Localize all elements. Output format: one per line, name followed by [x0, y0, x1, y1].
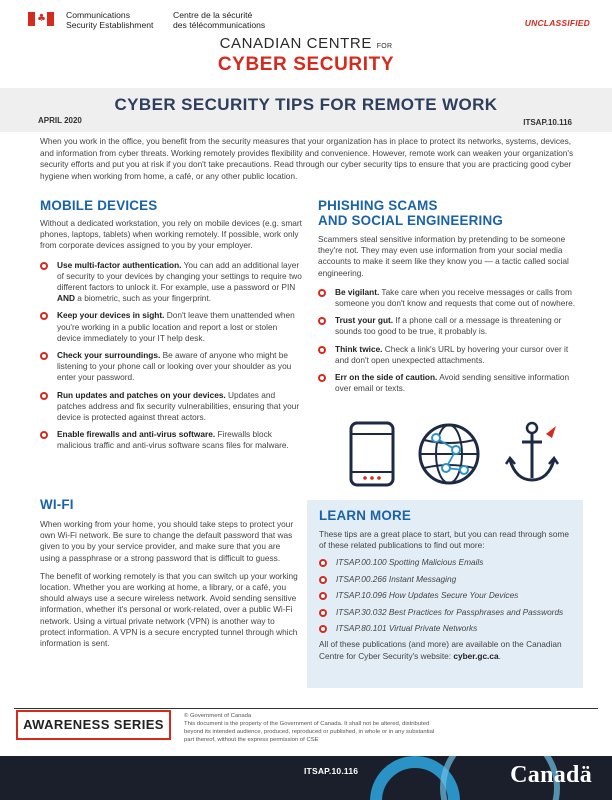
website-link[interactable]: cyber.gc.ca — [453, 650, 499, 661]
gov-name-french: Centre de la sécurité des télécommunications — [173, 10, 266, 30]
learn-more-intro: These tips are a great place to start, but you can read through some of these related publications to find out more: — [319, 529, 569, 551]
footer-divider — [14, 708, 598, 709]
classification-label: UNCLASSIFIED — [524, 18, 590, 28]
publication-list — [319, 557, 571, 633]
title-band — [0, 88, 612, 132]
publication-date: APRIL 2020 — [38, 116, 82, 125]
section-title: LEARN MORE — [319, 508, 412, 523]
bullet-icon — [40, 312, 48, 320]
bullet-icon — [40, 431, 48, 439]
gov-name-english: Communications Security Establishment — [66, 10, 154, 30]
bullet-icon — [40, 392, 48, 400]
phishing-section — [318, 198, 576, 400]
canada-wordmark: Canadä — [510, 762, 592, 788]
phishing-tips-list — [318, 287, 576, 395]
publication-link[interactable]: ITSAP.10.096 How Updates Secure Your Devices — [319, 590, 571, 600]
list-item: Enable firewalls and anti-virus software. Firewalls block malicious traffic and anti-virus software scans files for malware. — [40, 429, 302, 451]
wifi-paragraph-2: The benefit of working remotely is that you can switch up your working location. Whether you are working at home, a library, or a café, you should always use a secure wireless network. Avoid sending sensitive information, whether it's personal or work-related, over a public Wi-Fi network. Using a virtual private network (VPN) is another way to protect information. A VPN is a secure encrypted tunnel through which information is sent. — [40, 570, 298, 649]
wifi-section — [40, 497, 302, 649]
list-item: Be vigilant. Take care when you receive messages or calls from someone you don't know and requests that come out of nowhere. — [318, 287, 576, 309]
bullet-icon — [40, 352, 48, 360]
series-badge: AWARENESS SERIES — [16, 710, 171, 740]
learn-more-outro: All of these publications (and more) are available on the Canadian Centre for Cyber Security's website: cyber.gc.ca. — [319, 639, 562, 661]
list-item: Check your surroundings. Be aware of anyone who might be listening to your phone call or looking over your shoulder as you enter your password. — [40, 350, 302, 384]
section-intro: Without a dedicated workstation, you rely on mobile devices (e.g. smart phones, laptops, tablets) when working remotely. If possible, work only from corporate devices assigned to you by your employer. — [40, 218, 302, 251]
list-item: Err on the side of caution. Avoid sending sensitive information over email or texts. — [318, 372, 576, 394]
illustration-row — [318, 420, 576, 494]
globe-network-icon — [416, 420, 482, 488]
cyber-centre-logo: CANADIAN CENTRE FOR CYBER SECURITY — [217, 35, 395, 75]
bullet-icon — [319, 576, 327, 584]
list-item: Run updates and patches on your devices. Updates and patches address and fix security vulnerabilities, ensuring that your device is protected against threat actors. — [40, 390, 302, 424]
mobile-devices-section — [40, 198, 302, 458]
section-title: PHISHING SCAMS AND SOCIAL ENGINEERING — [318, 198, 503, 228]
footer-bar — [0, 756, 612, 800]
list-item: Think twice. Check a link's URL by hovering your cursor over it and don't open unexpected attachments. — [318, 344, 576, 366]
bullet-icon — [318, 289, 326, 297]
copyright-notice: © Government of Canada This document is the property of the Government of Canada. It shall not be altered, distributed beyond its intended audience, produced, reproduced or published, in whole or in any substantial part thereof, without the express permission of CSE — [184, 713, 435, 743]
section-title: MOBILE DEVICES — [40, 198, 158, 213]
publication-link[interactable]: ITSAP.80.101 Virtual Private Networks — [319, 623, 571, 633]
intro-paragraph: When you work in the office, you benefit from the security measures that your organization has in place to protect its networks, systems, devices, and information from cyber threats. Working remotely provides flexibility and convenience. However, remote work can weaken your organization's security efforts and put you at risk if you don't take precautions. Read through our cyber security tips to ensure that you are practicing good cyber hygiene when working from home, a café, or any other public location. — [40, 136, 574, 181]
section-title: WI-FI — [40, 497, 74, 512]
government-signature — [28, 10, 588, 34]
footer-document-id: ITSAP.10.116 — [304, 766, 359, 776]
list-item: Trust your gut. If a phone call or a message is threatening or sounds too good to be true, it probably is. — [318, 315, 576, 337]
bullet-icon — [319, 559, 327, 567]
mobile-tips-list — [40, 260, 302, 452]
page-title: CYBER SECURITY TIPS FOR REMOTE WORK — [114, 95, 498, 114]
list-item: Use multi-factor authentication. You can add an additional layer of security to your devices by changing your settings to require two different factors to unlock it. For example, use a password or PIN AND a biometric, such as your fingerprint. — [40, 260, 302, 305]
bullet-icon — [319, 609, 327, 617]
bullet-icon — [318, 374, 326, 382]
bullet-icon — [40, 262, 48, 270]
wifi-paragraph-1: When working from your home, you should take steps to protect your own Wi-Fi network. Be sure to change the default password that was given to you by your service provider, and make sure that you are using a passphrase or a strong password that is difficult to guess. — [40, 519, 294, 563]
bullet-icon — [319, 625, 327, 633]
anchor-icon — [502, 420, 560, 490]
publication-link[interactable]: ITSAP.00.266 Instant Messaging — [319, 574, 571, 584]
list-item: Keep your devices in sight. Don't leave them unattended when you're working in a public location and report a lost or stolen device immediately to your IT help desk. — [40, 310, 302, 344]
section-intro: Scammers steal sensitive information by pretending to be someone they're not. They may even use information from your social media accounts to make it seem like they know you — a tactic called social engineering. — [318, 234, 569, 278]
document-id: ITSAP.10.116 — [523, 118, 572, 127]
bullet-icon — [318, 346, 326, 354]
publication-link[interactable]: ITSAP.30.032 Best Practices for Passphrases and Passwords — [319, 607, 571, 617]
canada-flag-icon: ♣ — [28, 12, 54, 26]
bullet-icon — [319, 592, 327, 600]
tablet-icon — [348, 420, 396, 488]
learn-more-panel — [307, 500, 583, 688]
bullet-icon — [318, 317, 326, 325]
publication-link[interactable]: ITSAP.00.100 Spotting Malicious Emails — [319, 557, 571, 567]
